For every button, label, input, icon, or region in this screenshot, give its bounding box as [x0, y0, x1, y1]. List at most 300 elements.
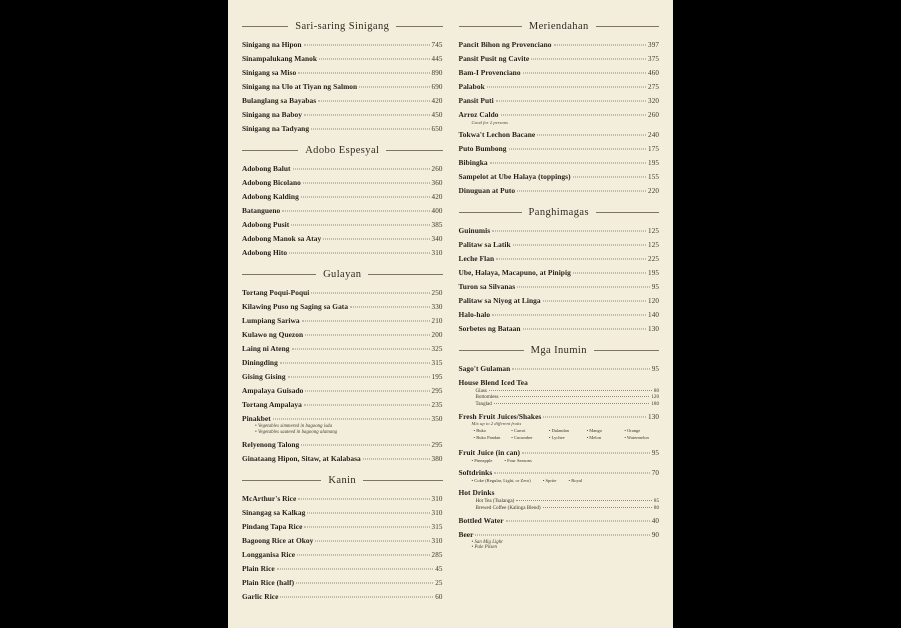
menu-item-name: Adobong Balut: [242, 164, 291, 173]
menu-section-meriendahan: [459, 14, 660, 198]
menu-item-name: Sinigang na Tadyang: [242, 124, 310, 133]
menu-item-price: 220: [648, 186, 659, 195]
menu-item-bullets: [242, 424, 443, 435]
menu-item-price: 195: [648, 268, 659, 277]
menu-item-price: 450: [431, 111, 443, 119]
dot-leader: [289, 253, 429, 254]
menu-item-line: [242, 386, 443, 395]
menu-item-price: 45: [435, 564, 443, 573]
menu-item-name: Plain Rice: [242, 563, 275, 573]
menu-item-name: Ginataang Hipon, Sitaw, at Kalabasa: [242, 453, 361, 463]
menu-item-line: [242, 288, 443, 297]
menu-item[interactable]: [242, 452, 443, 465]
section-rule-left: [242, 150, 298, 151]
section-rule-right: [596, 26, 659, 27]
left-column: [242, 14, 443, 618]
flavor-option[interactable]: • Carrot: [511, 428, 526, 433]
menu-item-line: [459, 110, 660, 119]
dot-leader: [501, 115, 647, 116]
menu-item-price: 25: [435, 578, 443, 587]
menu-item-line: [242, 234, 443, 243]
menu-item-price: 95: [651, 449, 659, 457]
menu-item-line: [459, 130, 660, 139]
flavor-option[interactable]: • Buko: [473, 428, 486, 433]
menu-item-name: Tokwa't Lechon Bacane: [458, 129, 536, 139]
menu-item-line: [242, 400, 443, 409]
menu-item-line: [242, 508, 443, 517]
dot-leader: [301, 197, 430, 198]
menu-subitem-name: Tanglad: [475, 400, 492, 407]
dot-leader: [298, 73, 429, 74]
flavor-column: [624, 428, 659, 441]
menu-item[interactable]: [242, 398, 443, 411]
menu-item[interactable]: [242, 66, 443, 79]
menu-item[interactable]: [459, 66, 660, 79]
menu-item-price: 460: [648, 69, 659, 77]
section-title: Meriendahan: [528, 21, 589, 32]
dot-leader: [506, 520, 650, 521]
menu-item-price: 445: [431, 55, 443, 63]
menu-item-name: Relyenong Talong: [242, 439, 300, 449]
menu-item-price: 320: [648, 97, 659, 105]
menu-item-note: Mix up to 2 different fruits: [471, 421, 522, 426]
menu-item-line: [242, 578, 443, 587]
menu-item-line: [459, 364, 660, 373]
menu-item-line: [459, 516, 660, 525]
menu-item-line: [242, 592, 443, 601]
menu-item[interactable]: [242, 122, 443, 135]
menu-item-name: Laing ni Ateng: [242, 344, 290, 353]
menu-item[interactable]: [242, 562, 443, 575]
menu-item-name: Tortang Ampalaya: [242, 400, 302, 409]
menu-item[interactable]: [242, 218, 443, 231]
menu-item-line: [459, 40, 660, 49]
menu-item-line: [459, 296, 660, 305]
menu-item[interactable]: [459, 38, 660, 51]
menu-section-adobo-espesyal: [242, 138, 443, 260]
menu-item-line: [459, 378, 660, 387]
menu-item[interactable]: [242, 162, 443, 175]
menu-item-price: 195: [648, 158, 659, 167]
menu-item-name: Bulanglang sa Bayabas: [242, 96, 317, 105]
flavor-grid: [474, 428, 660, 441]
menu-item[interactable]: [459, 156, 660, 169]
section-header: [459, 207, 660, 218]
menu-option[interactable]: • Pale Pilsen: [471, 545, 498, 550]
dot-leader: [523, 73, 646, 74]
flavor-option[interactable]: • Melon: [586, 434, 602, 440]
flavor-column: [474, 428, 509, 441]
menu-item[interactable]: [459, 376, 660, 409]
section-rule-right: [368, 274, 442, 275]
menu-item[interactable]: [459, 252, 660, 265]
menu-item-line: [459, 254, 660, 263]
menu-item-name: House Blend Iced Tea: [458, 377, 528, 387]
menu-item-name: Halo-halo: [458, 309, 491, 319]
menu-item-price: 195: [431, 373, 443, 381]
menu-item-price: 385: [431, 221, 443, 229]
menu-item[interactable]: [242, 176, 443, 189]
dot-leader: [282, 211, 429, 212]
menu-item-price: 225: [648, 254, 659, 263]
menu-item[interactable]: [242, 548, 443, 561]
section-rule-right: [594, 350, 659, 351]
menu-item-price: 890: [431, 69, 443, 77]
menu-item[interactable]: [242, 300, 443, 313]
menu-item-name: Gising Gising: [242, 372, 286, 381]
menu-item-name: Adobong Hito: [242, 248, 288, 257]
menu-item-name: Diningding: [242, 358, 278, 367]
menu-item[interactable]: [459, 486, 660, 513]
menu-item-options-stacked: [459, 540, 660, 551]
menu-item-price: 285: [431, 550, 443, 559]
menu-item-name: Pancit Bihon ng Provenciano: [458, 40, 552, 49]
menu-item-line: [242, 54, 443, 63]
menu-item-line: [242, 564, 443, 573]
menu-item[interactable]: [242, 384, 443, 397]
section-rule-right: [363, 480, 442, 481]
menu-item[interactable]: [459, 266, 660, 279]
dot-leader: [315, 540, 429, 541]
menu-item[interactable]: [242, 246, 443, 259]
menu-item-name: Bibingka: [458, 157, 488, 167]
menu-section-sari-saring-sinigang: [242, 14, 443, 136]
menu-section-kanin: [242, 468, 443, 604]
menu-item[interactable]: [242, 286, 443, 299]
dot-leader: [319, 59, 429, 60]
menu-item[interactable]: [459, 80, 660, 93]
menu-item-name: Beer: [458, 529, 474, 539]
dot-leader: [573, 176, 646, 177]
menu-item[interactable]: [242, 370, 443, 383]
menu-item-line: [242, 440, 443, 449]
menu-item-price: 40: [651, 516, 659, 525]
menu-item-name: Sinigang na Baboy: [242, 110, 303, 119]
menu-subitem[interactable]: [476, 401, 660, 407]
menu-item-price: 90: [651, 530, 659, 539]
menu-item-name: Palitaw sa Niyog at Linga: [458, 295, 541, 305]
menu-item-name: Dinuguan at Puto: [458, 185, 516, 195]
menu-subitem[interactable]: [476, 394, 660, 400]
menu-item-options: [472, 478, 660, 483]
dot-leader: [307, 512, 429, 513]
menu-subitem[interactable]: [476, 505, 660, 511]
menu-item-line: [459, 268, 660, 277]
menu-item-name: Sinigang na Ulo at Tiyan ng Salmon: [242, 82, 358, 91]
menu-item-line: [242, 454, 443, 463]
dot-leader: [288, 377, 430, 378]
menu-subitem-name: Glass: [475, 387, 487, 394]
menu-item-line: [459, 172, 660, 181]
menu-item-price: 250: [431, 289, 443, 297]
menu-item-name: Kulawo ng Quezon: [242, 330, 304, 339]
dot-leader: [543, 416, 646, 417]
flavor-column: [587, 428, 622, 441]
menu-subitem-name: Brewed Coffee (Kalinga Blend): [475, 504, 541, 511]
menu-item-line: [459, 96, 660, 105]
menu-item[interactable]: [242, 94, 443, 107]
menu-item-name: Sorbetes ng Bataan: [458, 323, 521, 333]
section-title: Adobo Espesyal: [305, 145, 380, 156]
menu-item-price: 210: [431, 317, 443, 325]
dot-leader: [301, 444, 429, 445]
menu-item[interactable]: [459, 52, 660, 65]
dot-leader: [517, 286, 649, 287]
dot-leader: [292, 349, 430, 350]
menu-item-price: 235: [431, 401, 443, 409]
menu-item[interactable]: [242, 492, 443, 505]
menu-item[interactable]: [459, 362, 660, 375]
dot-leader: [516, 500, 652, 501]
dot-leader: [517, 190, 646, 191]
menu-item[interactable]: [242, 190, 443, 203]
menu-item-line: [242, 206, 443, 215]
menu-item-line: [459, 82, 660, 91]
menu-item-subitems: [459, 388, 660, 407]
menu-item-price: 420: [431, 193, 443, 201]
menu-item[interactable]: [242, 314, 443, 327]
menu-item[interactable]: [459, 142, 660, 155]
menu-item[interactable]: [242, 438, 443, 451]
menu-option[interactable]: • Four Seasons: [504, 458, 532, 463]
dot-leader: [523, 328, 646, 329]
menu-option[interactable]: • Pineapple: [471, 458, 493, 463]
section-rule-right: [396, 26, 442, 27]
section-rule-right: [596, 212, 659, 213]
menu-item-name: Hot Drinks: [458, 488, 495, 497]
dot-leader: [293, 169, 430, 170]
dot-leader: [513, 244, 646, 245]
dot-leader: [298, 498, 429, 499]
dot-leader: [543, 507, 652, 508]
menu-item[interactable]: [242, 80, 443, 93]
menu-item-price: 360: [431, 179, 443, 187]
menu-item-line: [242, 164, 443, 173]
menu-item-note: Good for 2 persons: [471, 119, 509, 125]
menu-option[interactable]: • Sprite: [542, 478, 557, 483]
menu-option[interactable]: • Coke (Regular, Light, or Zero): [471, 478, 531, 483]
menu-subitem[interactable]: [476, 498, 660, 504]
menu-item-price: 315: [431, 522, 443, 531]
flavor-option[interactable]: • Watermelon: [624, 434, 649, 440]
menu-item[interactable]: [459, 528, 660, 553]
right-column: [459, 14, 660, 618]
menu-item-name: Adobong Bicolano: [242, 178, 301, 187]
menu-item-line: [242, 220, 443, 229]
menu-item-line: [242, 344, 443, 353]
menu-item[interactable]: [459, 410, 660, 446]
menu-item[interactable]: [242, 328, 443, 341]
dot-leader: [475, 534, 649, 535]
menu-item-name: Plain Rice (half): [242, 577, 295, 587]
menu-item-price: 310: [431, 508, 443, 517]
menu-item[interactable]: [459, 238, 660, 251]
dot-leader: [302, 321, 430, 322]
menu-item[interactable]: [242, 52, 443, 65]
menu-item-price: 125: [648, 240, 659, 249]
menu-item[interactable]: [459, 466, 660, 485]
menu-item-line: [459, 240, 660, 249]
menu-item-name: Pansit Pusit ng Cavite: [458, 54, 530, 63]
section-title: Kanin: [328, 474, 357, 486]
flavor-option[interactable]: • Dalandan: [548, 428, 569, 433]
menu-item[interactable]: [459, 170, 660, 183]
menu-item-price: 155: [648, 172, 659, 181]
dot-leader: [305, 335, 429, 336]
menu-item-line: [459, 144, 660, 153]
menu-item-price: 380: [431, 454, 443, 463]
menu-item-line: [459, 54, 660, 63]
dot-leader: [494, 473, 649, 474]
section-title: Gulayan: [323, 269, 362, 280]
dot-leader: [500, 396, 649, 397]
flavor-option[interactable]: • Cucumber: [511, 434, 533, 440]
flavor-option[interactable]: • Orange: [624, 428, 641, 433]
menu-item-line: [242, 178, 443, 187]
section-header: [242, 475, 443, 486]
menu-item-price: 340: [431, 235, 443, 243]
menu-item-price: 295: [431, 440, 443, 449]
dot-leader: [304, 45, 430, 46]
dot-leader: [522, 453, 650, 454]
menu-item-line: [459, 68, 660, 77]
section-header: [242, 269, 443, 280]
menu-item-price: 175: [648, 144, 659, 153]
dot-leader: [496, 101, 646, 102]
menu-item-name: Guinumis: [458, 225, 491, 235]
menu-item-options: [472, 458, 660, 463]
menu-item-line: [242, 110, 443, 119]
flavor-option[interactable]: • Buko Pandan: [473, 434, 501, 440]
menu-item-line: [459, 530, 660, 539]
dot-leader: [492, 230, 646, 231]
menu-item[interactable]: [242, 108, 443, 121]
menu-item[interactable]: [242, 232, 443, 245]
menu-item-price: 120: [648, 296, 659, 305]
menu-item[interactable]: [242, 590, 443, 603]
menu-item-price: 397: [648, 41, 659, 49]
menu-subitem-price: 80: [653, 504, 659, 511]
menu-item-name: Pansit Puti: [458, 96, 494, 105]
menu-item[interactable]: [459, 108, 660, 127]
menu-subitem-name: Hot Tea (Tsalanga): [475, 498, 515, 504]
menu-item-price: 140: [648, 310, 659, 319]
menu-item-price: 240: [648, 130, 659, 139]
menu-subitem[interactable]: [476, 388, 660, 394]
menu-item-price: 200: [431, 331, 443, 339]
menu-item[interactable]: [242, 576, 443, 589]
menu-item-name: Tortang Poqui-Poqui: [242, 288, 310, 297]
menu-item[interactable]: [242, 38, 443, 51]
menu-item-name: Softdrinks: [458, 468, 493, 477]
menu-item[interactable]: [459, 294, 660, 307]
flavor-option[interactable]: • Mango: [586, 428, 603, 433]
menu-item-line: [459, 468, 660, 477]
dot-leader: [537, 134, 646, 135]
flavor-column: [549, 428, 584, 441]
dot-leader: [304, 405, 430, 406]
menu-item-price: 260: [648, 111, 659, 119]
menu-item-line: [459, 412, 660, 421]
menu-item-line: [242, 302, 443, 311]
menu-item-price: 125: [648, 226, 659, 235]
menu-item[interactable]: [242, 506, 443, 519]
dot-leader: [303, 183, 430, 184]
flavor-option[interactable]: • Lychee: [548, 434, 565, 440]
dot-leader: [311, 293, 429, 294]
dot-leader: [311, 129, 429, 130]
section-header: [242, 21, 443, 32]
menu-item[interactable]: [459, 322, 660, 335]
menu-item-name: Sinangag sa Kalkag: [242, 507, 306, 517]
menu-item[interactable]: [459, 184, 660, 197]
dot-leader: [350, 307, 429, 308]
menu-item[interactable]: [459, 446, 660, 465]
menu-item-name: Pinakbet: [242, 414, 271, 423]
menu-item[interactable]: [459, 514, 660, 527]
menu-item[interactable]: [459, 308, 660, 321]
menu-subitem-price: 80: [653, 387, 659, 394]
dot-leader: [273, 419, 430, 420]
menu-item-price: 310: [431, 536, 443, 545]
menu-item-name: Adobong Kalding: [242, 192, 299, 201]
menu-item-price: 650: [431, 125, 443, 133]
menu-item[interactable]: [242, 204, 443, 217]
menu-item-price: 420: [431, 97, 443, 105]
menu-item-price: 310: [431, 494, 443, 503]
menu-item[interactable]: [459, 280, 660, 293]
menu-item-price: 745: [431, 41, 443, 49]
menu-item[interactable]: [242, 412, 443, 437]
menu-subitem-price: 85: [653, 498, 659, 504]
menu-item-name: Ube, Halaya, Macapuno, at Pinipig: [458, 267, 571, 277]
section-rule-left: [459, 212, 522, 213]
menu-item[interactable]: [242, 520, 443, 533]
menu-item-price: 60: [435, 592, 443, 601]
menu-item-line: [459, 226, 660, 235]
menu-item[interactable]: [242, 356, 443, 369]
dot-leader: [543, 300, 646, 301]
dot-leader: [304, 526, 429, 527]
menu-option[interactable]: • Royal: [568, 478, 583, 483]
menu-item-name: Palabok: [458, 82, 485, 91]
menu-item-name: Palitaw sa Latik: [458, 239, 511, 249]
menu-item-line: [242, 358, 443, 367]
menu-item[interactable]: [242, 342, 443, 355]
menu-item-name: Batangueno: [242, 206, 281, 215]
menu-item[interactable]: [459, 128, 660, 141]
menu-option[interactable]: • San Mig Light: [471, 539, 503, 545]
menu-item-price: 130: [648, 324, 659, 333]
menu-item[interactable]: [459, 224, 660, 237]
dot-leader: [296, 582, 433, 583]
menu-item-line: [242, 414, 443, 423]
menu-item-name: Bottled Water: [458, 515, 504, 525]
menu-item[interactable]: [242, 534, 443, 547]
dot-leader: [573, 272, 646, 273]
dot-leader: [277, 568, 433, 569]
menu-item-name: Pindang Tapa Rice: [242, 521, 303, 531]
menu-item-line: [242, 316, 443, 325]
menu-item-name: Longganisa Rice: [242, 549, 296, 559]
menu-item-price: 275: [648, 83, 659, 91]
menu-item-price: 95: [651, 282, 659, 291]
menu-item-price: 400: [431, 207, 443, 215]
menu-item[interactable]: [459, 94, 660, 107]
dot-leader: [490, 162, 646, 163]
menu-item-bullet: • Vegetables sauteed in bagoong alamang: [255, 429, 338, 435]
menu-item-name: Sinigang na Hipon: [242, 40, 302, 49]
